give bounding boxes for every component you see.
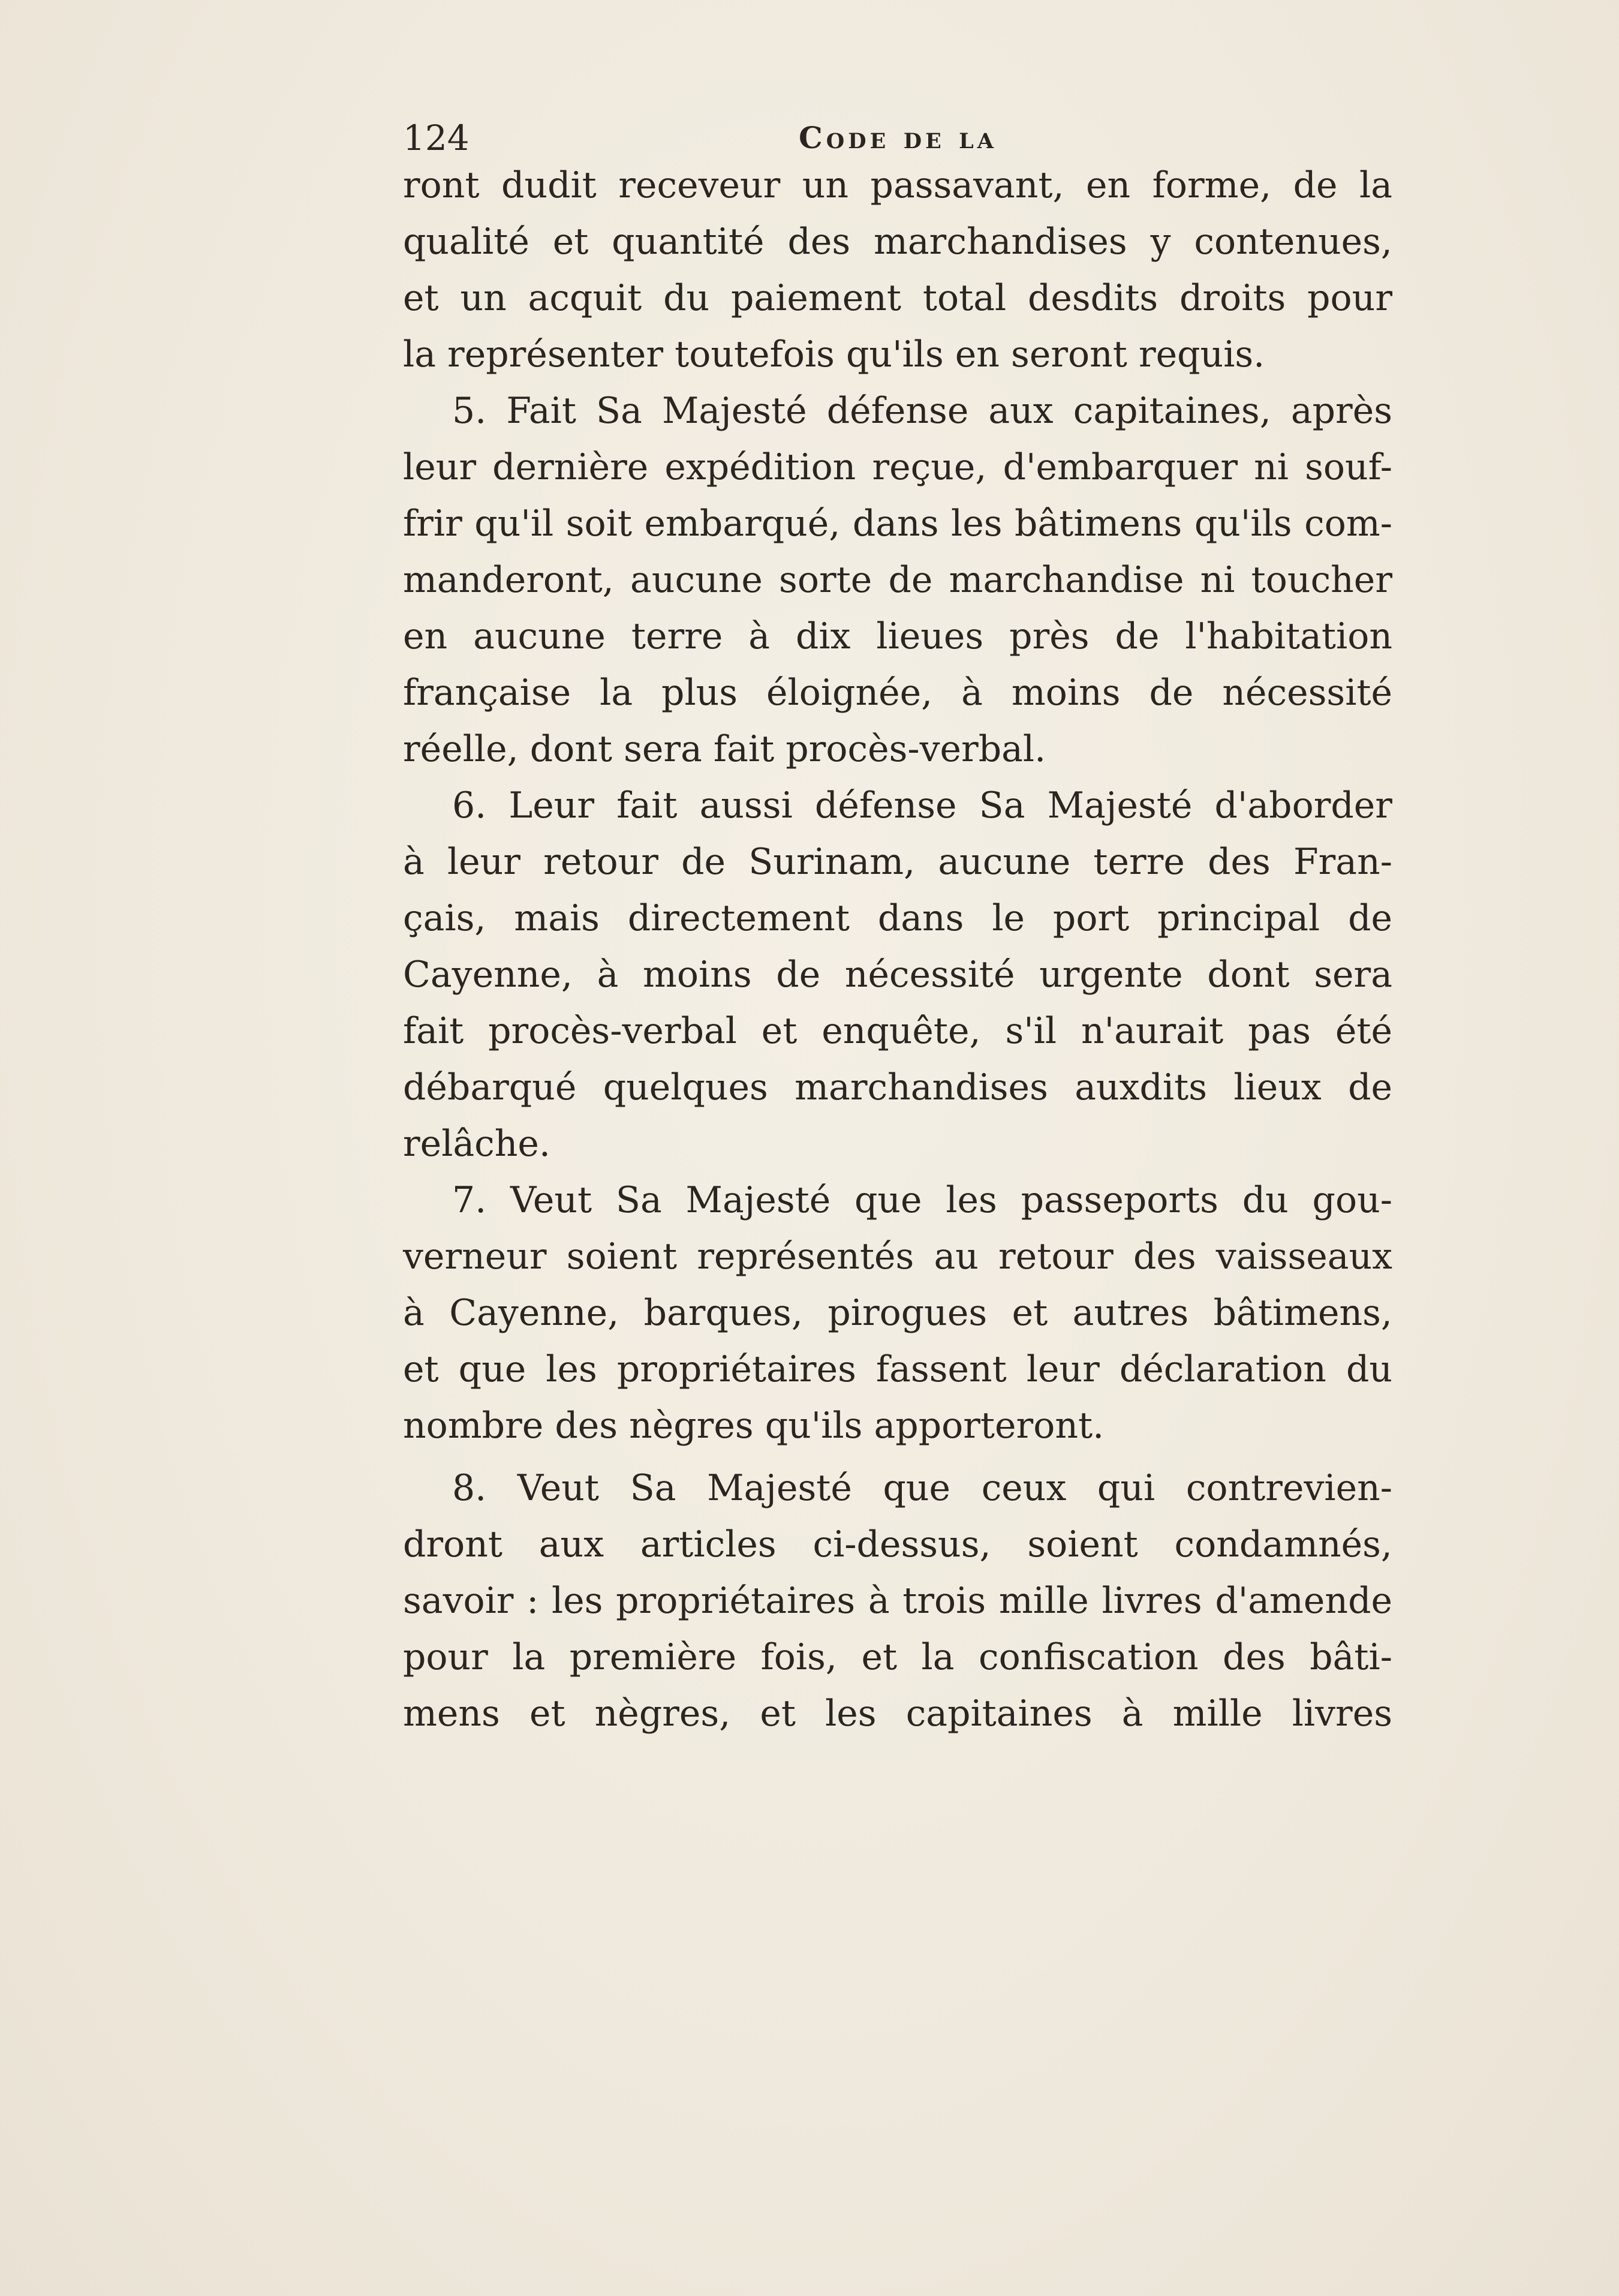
paragraph-gap <box>403 1454 1392 1460</box>
page-number: 124 <box>403 118 470 158</box>
text-line: et que les propriétaires fassent leur déclaration du <box>403 1348 1392 1390</box>
text-line: manderont, aucune sorte de marchandise ni toucher <box>403 559 1392 601</box>
text-line: savoir : les propriétaires à trois mille livres d'amende <box>403 1580 1392 1622</box>
text-line: qualité et quantité des marchandises y contenues, <box>403 221 1392 263</box>
text-line: pour la première fois, et la confiscation des bâti- <box>403 1636 1392 1678</box>
text-line: çais, mais directement dans le port principal de <box>403 897 1392 939</box>
text-line: française la plus éloignée, à moins de nécessité <box>403 672 1392 714</box>
text-line: à leur retour de Surinam, aucune terre des Fran- <box>403 841 1392 883</box>
text-line: et un acquit du paiement total desdits droits pour <box>403 277 1392 319</box>
text-line: ront dudit receveur un passavant, en forme, de la <box>403 164 1392 206</box>
text-line: Cayenne, à moins de nécessité urgente dont sera <box>403 954 1392 996</box>
article-5-line: 5. Fait Sa Majesté défense aux capitaines, après <box>452 390 1392 432</box>
text-line: réelle, dont sera fait procès-verbal. <box>403 728 1046 770</box>
article-7-line: 7. Veut Sa Majesté que les passeports du gou- <box>452 1179 1392 1221</box>
text-line: à Cayenne, barques, pirogues et autres bâtimens, <box>403 1292 1392 1334</box>
text-line: la représenter toutefois qu'ils en seront requis. <box>403 333 1265 375</box>
body-text <box>403 157 1392 1742</box>
text-line: en aucune terre à dix lieues près de l'habitation <box>403 615 1392 657</box>
text-line: mens et nègres, et les capitaines à mille livres <box>403 1693 1392 1735</box>
article-8-line: 8. Veut Sa Majesté que ceux qui contrevien- <box>452 1467 1392 1509</box>
text-line: fait procès-verbal et enquête, s'il n'aurait pas été <box>403 1010 1392 1052</box>
page-header <box>403 114 1392 162</box>
article-6-line: 6. Leur fait aussi défense Sa Majesté d'aborder <box>452 785 1392 827</box>
text-line: frir qu'il soit embarqué, dans les bâtimens qu'ils com- <box>403 503 1392 545</box>
text-line: dront aux articles ci-dessus, soient condamnés, <box>403 1523 1392 1565</box>
running-title: Code de la <box>799 120 997 155</box>
text-line: leur dernière expédition reçue, d'embarquer ni souf- <box>403 446 1392 488</box>
text-line: débarqué quelques marchandises auxdits lieux de <box>403 1066 1392 1108</box>
text-line: relâche. <box>403 1123 550 1165</box>
text-line: nombre des nègres qu'ils apporteront. <box>403 1405 1105 1447</box>
text-line: verneur soient représentés au retour des vaisseaux <box>403 1236 1392 1278</box>
